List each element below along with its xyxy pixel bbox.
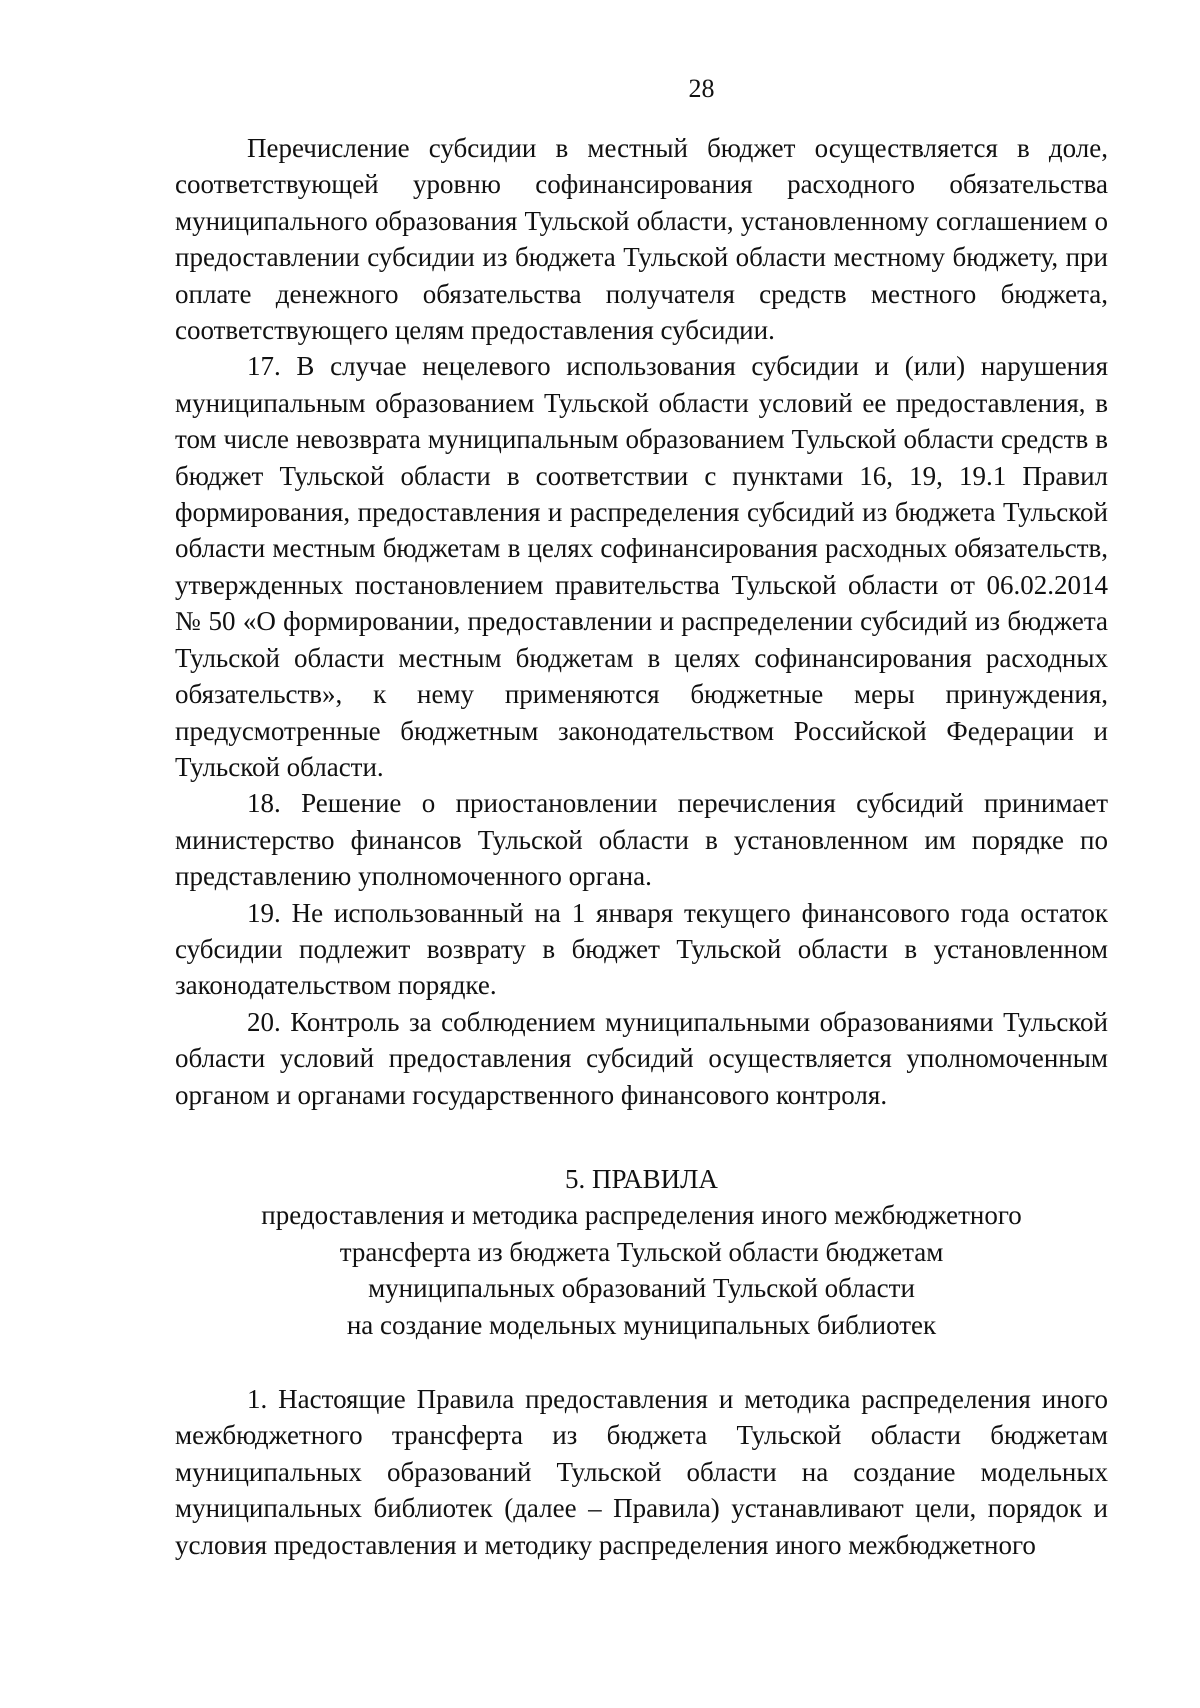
section-subtitle-line: трансферта из бюджета Тульской области бюджетам: [339, 1236, 944, 1267]
paragraph: 17. В случае нецелевого использования субсидии и (или) нарушения муниципальным образованием Тульской области условий ее предоставления, в том числе невозврата муниципальным образованием Тульской области средств в бюджет Тульской области в соответствии с пунктами 16, 19, 19.1 Правил формирования, предоставления и распределения субсидий из бюджета Тульской области местным бюджетам в целях софинансирования расходных обязательств, утвержденных постановлением правительства Тульской области от 06.02.2014 № 50 «О формировании, предоставлении и распределении субсидий из бюджета Тульской области местным бюджетам в целях софинансирования расходных обязательств», к нему применяются бюджетные меры принуждения, предусмотренные бюджетным законодательством Российской Федерации и Тульской области.: [175, 351, 1108, 782]
page-number: 28: [688, 74, 715, 103]
section-subtitle-line: предоставления и методика распределения иного межбюджетного: [261, 1200, 1022, 1231]
paragraph: 20. Контроль за соблюдением муниципальными образованиями Тульской области условий предоставления субсидий осуществляется уполномоченным органом и органами государственного финансового контроля.: [175, 1006, 1108, 1110]
paragraph: 1. Настоящие Правила предоставления и методика распределения иного межбюджетного трансферта из бюджета Тульской области бюджетам муниципальных образований Тульской области на создание модельных муниципальных библиотек (далее – Правила) устанавливают цели, порядок и условия предоставления и методику распределения иного межбюджетного: [175, 1384, 1108, 1560]
section-heading: [175, 1161, 1108, 1343]
paragraph: 19. Не использованный на 1 января текущего финансового года остаток субсидии подлежит возврату в бюджет Тульской области в установленном законодательством порядке.: [175, 897, 1108, 1001]
section-subtitle-line: муниципальных образований Тульской области: [368, 1273, 915, 1304]
section-title: 5. ПРАВИЛА: [565, 1163, 718, 1194]
paragraph: 18. Решение о приостановлении перечисления субсидий принимает министерство финансов Тульской области в установленном им порядке по представлению уполномоченного органа.: [175, 788, 1108, 892]
paragraph: Перечисление субсидии в местный бюджет осуществляется в доле, соответствующей уровню софинансирования расходного обязательства муниципального образования Тульской области, установленному соглашением о предоставлении субсидии из бюджета Тульской области местному бюджету, при оплате денежного обязательства получателя средств местного бюджета, соответствующего целям предоставления субсидии.: [175, 133, 1108, 346]
section-subtitle-line: на создание модельных муниципальных библиотек: [346, 1309, 937, 1340]
